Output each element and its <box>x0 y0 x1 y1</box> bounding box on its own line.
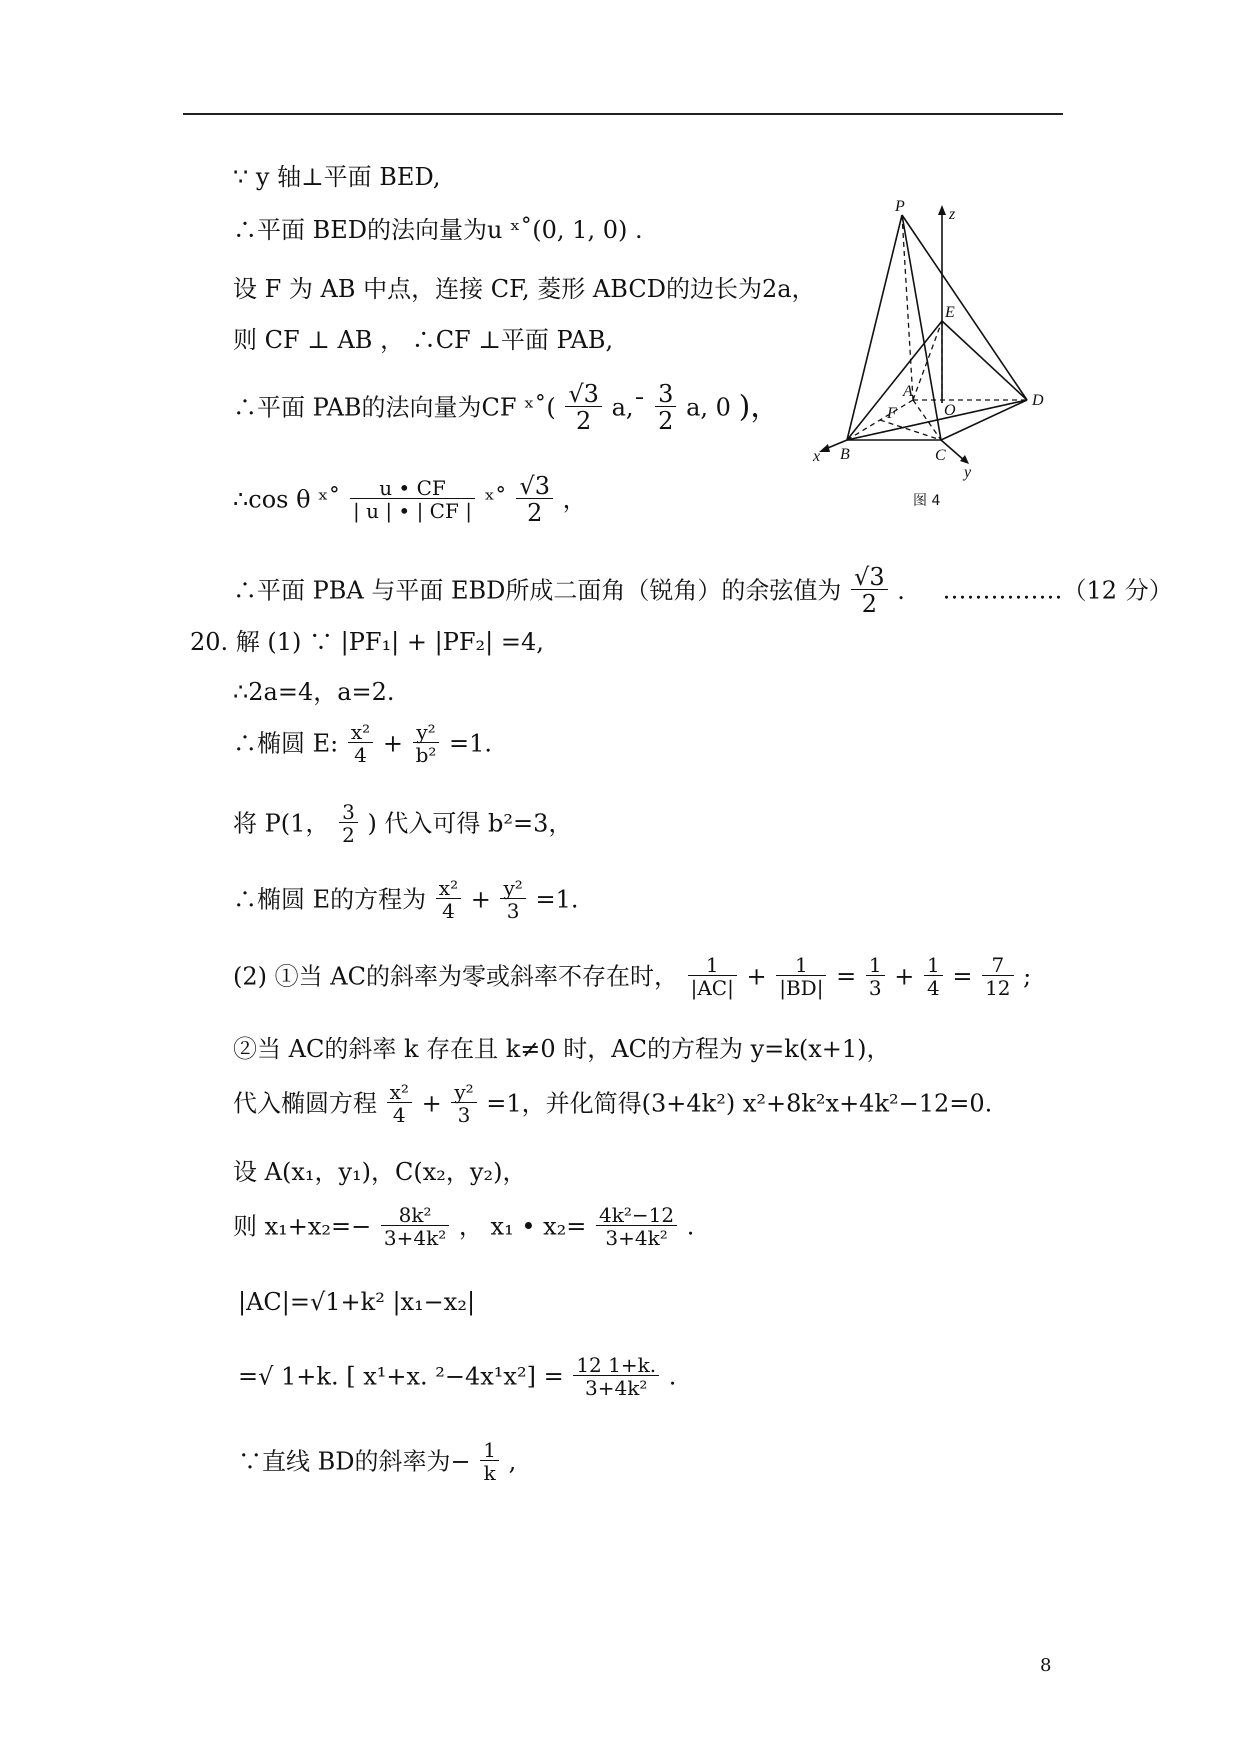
text-15c: =1，并化简得(3+4k²) x²+8k²x+4k²−12=0. <box>486 1089 993 1118</box>
text-10c: =1. <box>449 729 493 758</box>
label-O: O <box>944 402 956 419</box>
text-line-6 <box>233 474 587 525</box>
text-7c: ……………（12 分） <box>942 576 1173 605</box>
text-line-18: |AC|=√1+k² |x₁−x₂| <box>238 1288 476 1316</box>
label-B: B <box>840 446 850 463</box>
fraction-x2-over-4: $\frac{\text{x²}}{4}$ <box>348 722 373 765</box>
text-line-1: ∵ y 轴⊥平面 BED, <box>233 163 441 191</box>
text-7a: ∴平面 PBA 与平面 EBD所成二面角（锐角）的余弦值为 <box>233 576 842 605</box>
text-10a: ∴椭圆 E: <box>233 729 339 758</box>
text-12b: + <box>470 885 491 914</box>
fraction-1-over-3: $\frac{1}{3}$ <box>866 955 885 998</box>
text-line-13 <box>233 955 1031 998</box>
text-13f: ; <box>1023 962 1032 991</box>
text-6c: ， <box>562 485 587 514</box>
label-y: y <box>964 464 972 481</box>
text-11b: ) 代入可得 b²=3， <box>367 809 573 838</box>
fraction-7-over-12: $\frac{7}{12}$ <box>982 955 1013 998</box>
label-P: P <box>895 198 905 215</box>
fraction-3-over-2: $\frac{3}{2}$ <box>655 382 676 433</box>
text-15b: + <box>421 1089 442 1118</box>
text-20a: ∵直线 BD的斜率为− <box>238 1447 471 1476</box>
fraction-12-sqrt: $\frac{12 1+k.}{\text{3+4k²}}$ <box>573 1355 659 1398</box>
fraction-1-over-BD: $\frac{1}{|BD|}$ <box>776 955 826 998</box>
label-A: A <box>903 383 913 400</box>
fraction-sqrt3-over-2-b: $\frac{√3}{2}$ <box>516 474 553 525</box>
fraction-1-over-k: $\frac{1}{k}$ <box>480 1440 499 1483</box>
label-E: E <box>945 304 955 321</box>
text-line-17 <box>233 1205 694 1248</box>
label-z: z <box>949 206 956 223</box>
text-line-12 <box>233 878 578 921</box>
text-line-7 <box>233 565 1173 616</box>
text-19b: . <box>668 1362 677 1391</box>
text-5c: a, 0 <box>686 393 731 422</box>
text-line-2: ∴平面 BED的法向量为u ˣ˚(0, 1, 0) . <box>233 216 643 244</box>
text-17c: . <box>686 1212 695 1241</box>
text-17b: ， x₁ • x₂= <box>458 1212 587 1241</box>
text-line-9: ∴2a=4，a=2. <box>233 678 395 706</box>
text-line-14: ②当 AC的斜率 k 存在且 k≠0 时，AC的方程为 y=k(x+1)， <box>233 1035 891 1063</box>
fraction-8k2: $\frac{\text{8k²}}{\text{3+4k²}}$ <box>381 1205 449 1248</box>
label-x: x <box>813 448 821 465</box>
text-13c: = <box>836 962 857 991</box>
pyramid-figure <box>795 193 1070 513</box>
text-line-19 <box>238 1355 676 1398</box>
fraction-1-over-AC: $\frac{1}{|AC|}$ <box>688 955 737 998</box>
text-13b: + <box>746 962 767 991</box>
text-line-11 <box>233 802 572 845</box>
fraction-sqrt3-over-2: $\frac{√3}{2}$ <box>565 382 602 433</box>
fraction-3-over-2-b: $\frac{3}{2}$ <box>339 802 358 845</box>
text-15a: 代入椭圆方程 <box>233 1089 377 1118</box>
text-6a: ∴cos θ ˣ˚ <box>233 485 341 514</box>
text-11a: 将 P(1， <box>233 809 330 838</box>
header-rule <box>183 113 1063 115</box>
text-13e: = <box>952 962 973 991</box>
text-line-10 <box>233 722 492 765</box>
text-line-5 <box>233 382 780 433</box>
text-5a: ∴平面 PAB的法向量为CF ˣ˚( <box>233 393 556 422</box>
fraction-x2-over-4-c: $\frac{\text{x²}}{4}$ <box>387 1082 412 1125</box>
fraction-y2-over-b2: $\frac{\text{y²}}{\text{b²}}$ <box>413 722 440 765</box>
text-5d: )， <box>738 389 781 425</box>
fraction-y2-over-3: $\frac{\text{y²}}{3}$ <box>500 878 525 921</box>
label-D: D <box>1032 392 1044 409</box>
label-C: C <box>935 447 946 464</box>
label-F: F <box>887 405 897 422</box>
text-line-16: 设 A(x₁，y₁)，C(x₂，y₂)， <box>233 1158 527 1186</box>
text-13a: (2) ①当 AC的斜率为零或斜率不存在时， <box>233 962 678 991</box>
text-10b: + <box>382 729 403 758</box>
text-line-3: 设 F 为 AB 中点，连接 CF, 菱形 ABCD的边长为2a， <box>233 275 816 303</box>
text-12c: =1. <box>535 885 579 914</box>
text-line-8: 20. 解 (1) ∵ |PF₁| + |PF₂| =4, <box>190 628 544 656</box>
text-17a: 则 x₁+x₂=− <box>233 1212 372 1241</box>
text-5b: a,ˉ <box>611 393 646 422</box>
fraction-y2-over-3-b: $\frac{\text{y²}}{3}$ <box>451 1082 476 1125</box>
text-line-20 <box>238 1440 516 1483</box>
fraction-cos: $\frac{u • CF}{| u | • | CF |}$ <box>350 478 475 521</box>
figure-caption: 图 4 <box>913 493 941 509</box>
page-number: 8 <box>1040 1655 1052 1676</box>
text-line-4: 则 CF ⊥ AB ， ∴CF ⊥平面 PAB, <box>233 326 614 354</box>
text-13d: + <box>894 962 915 991</box>
text-6b: ˣ˚ <box>484 485 507 514</box>
text-7b: . <box>897 576 905 605</box>
text-20b: , <box>508 1447 517 1476</box>
text-line-15 <box>233 1082 992 1125</box>
text-12a: ∴椭圆 E的方程为 <box>233 885 427 914</box>
fraction-x2-over-4-b: $\frac{\text{x²}}{4}$ <box>436 878 461 921</box>
text-19a: =√ 1+k. [ x¹+x. ²−4x¹x²] = <box>238 1362 564 1391</box>
fraction-sqrt3-over-2-c: $\frac{√3}{2}$ <box>851 565 888 616</box>
fraction-4k2m12: $\frac{\text{4k²−12}}{\text{3+4k²}}$ <box>596 1205 677 1248</box>
fraction-1-over-4: $\frac{1}{4}$ <box>924 955 943 998</box>
